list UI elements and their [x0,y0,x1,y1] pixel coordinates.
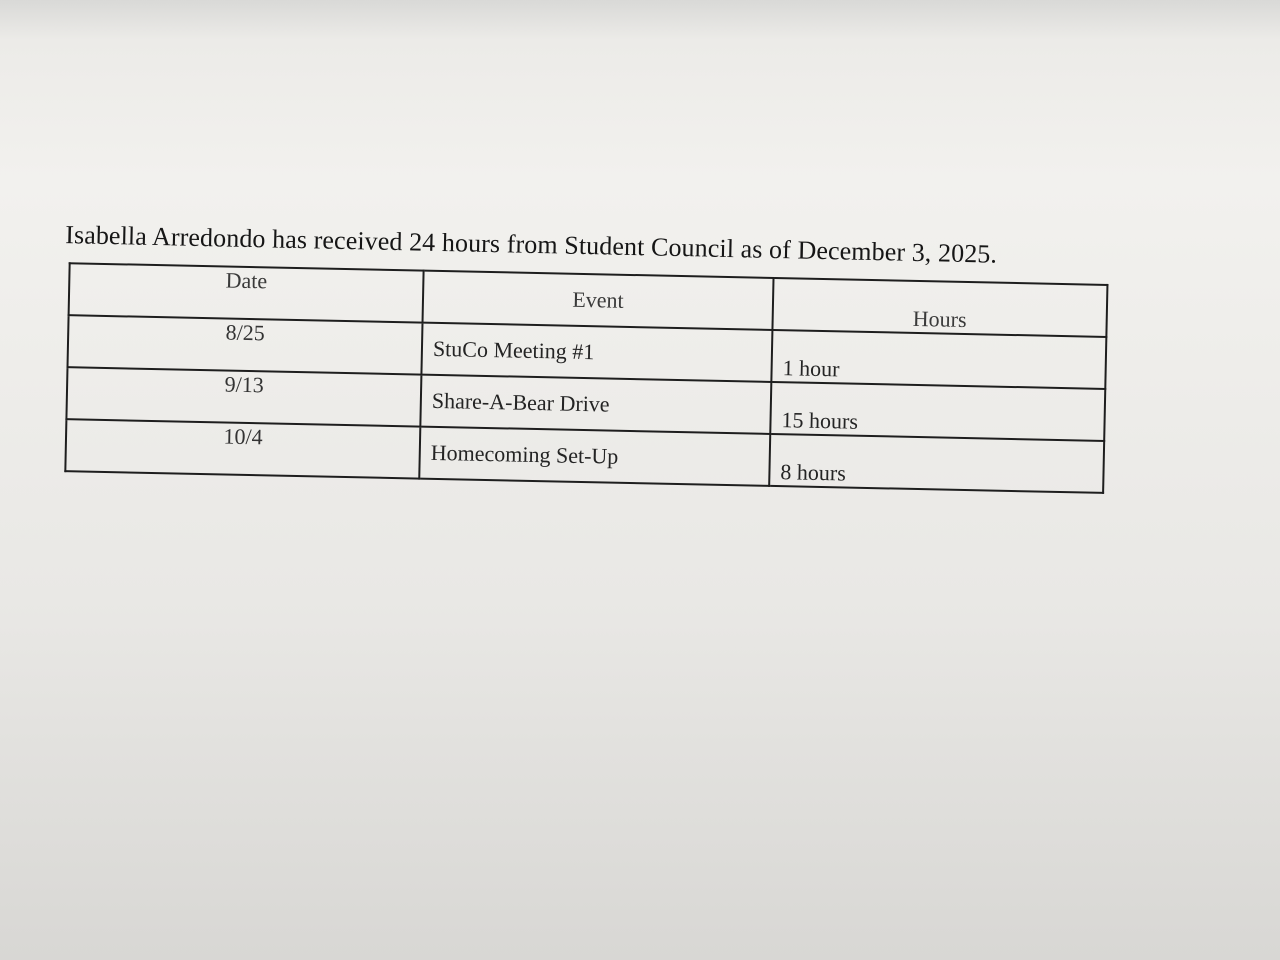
hours-cell: 1 hour [771,330,1106,389]
hours-table [64,262,1108,494]
date-cell: 9/13 [66,367,421,426]
hours-cell: 8 hours [769,434,1104,493]
event-cell: StuCo Meeting #1 [421,323,772,382]
date-cell: 8/25 [68,315,423,374]
date-column-header: Date [69,263,424,322]
date-cell: 10/4 [65,419,420,478]
event-cell: Share-A-Bear Drive [420,375,771,434]
summary-text: Isabella Arredondo has received 24 hours from Student Council as of December 3, 2025. [64,220,998,269]
hours-column-header: Hours [772,278,1107,337]
event-cell: Homecoming Set-Up [419,427,770,486]
event-column-header: Event [423,271,774,330]
hours-cell: 15 hours [770,382,1105,441]
